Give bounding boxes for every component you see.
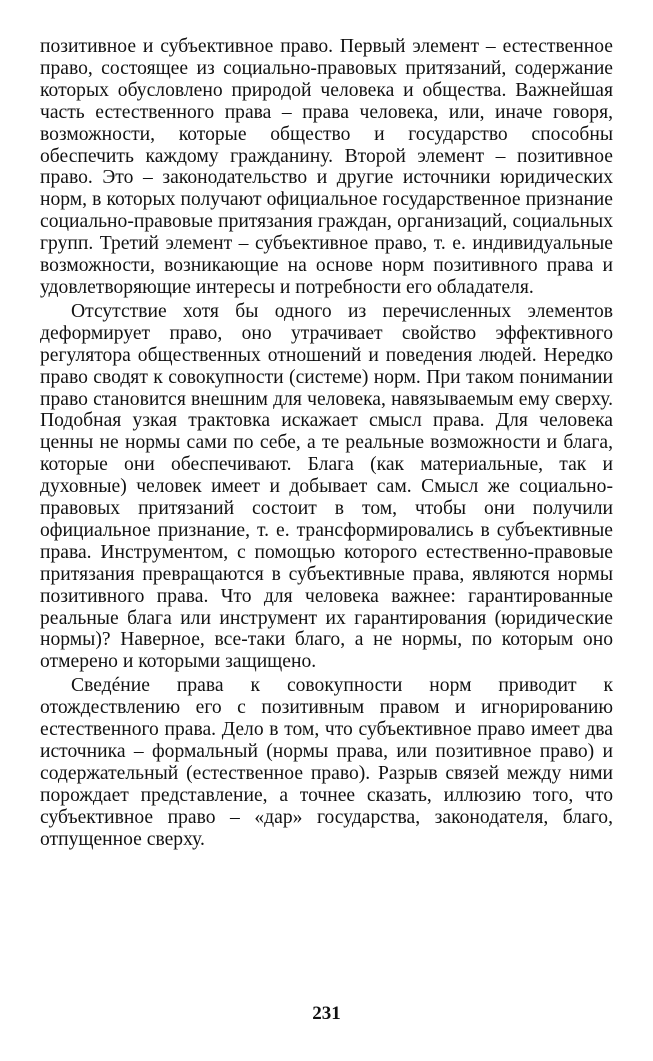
paragraph-2: Отсутствие хотя бы одного из перечисленных элементов деформирует право, оно утрачивает свойство эффективного регулятора общественных отношений и поведения людей. Нередко право сводят к совокупности (системе) норм. При таком понимании право становится внешним для человека, навязываемым ему сверху. Подобная узкая трактовка искажает смысл права. Для человека ценны не нормы сами по себе, а те реальные возможности и блага, которые они обеспечивают. Блага (как материальные, так и духовные) человек имеет и добывает сам. Смысл же социально-правовых притязаний состоит в том, чтобы они получили официальное признание, т. е. трансформировались в субъективные права. Инструментом, с помощью которого естественно-правовые притязания превращаются в субъективные права, являются нормы позитивного права. Что для человека важнее: гарантированные реальные блага или инструмент их гарантирования (юридические нормы)? Наверное, все-таки благо, а не нормы, по которым оно отмерено и которыми защищено. — [40, 300, 613, 673]
book-page-text — [40, 36, 613, 851]
paragraph-1: позитивное и субъективное право. Первый элемент – естественное право, состоящее из социально-правовых притязаний, содержание которых обусловлено природой человека и общества. Важнейшая часть естественного права – права человека, или, иначе говоря, возможности, которые общество и государство способны обеспечить каждому гражданину. Второй элемент – позитивное право. Это – законодательство и другие источники юридических норм, в которых получают официальное государственное признание социально-правовые притязания граждан, организаций, социальных групп. Третий элемент – субъективное право, т. е. индивидуальные возможности, возникающие на основе норм позитивного права и удовлетворяющие интересы и потребности его обладателя. — [40, 36, 613, 298]
page-number: 231 — [312, 1003, 341, 1024]
paragraph-3: Сведéние права к совокупности норм приводит к отождествлению его с позитивным правом и игнорированию естественного права. Дело в том, что субъективное право имеет два источника – формальный (нормы права, или позитивное право) и содержательный (естественное право). Разрыв связей между ними порождает представление, а точнее сказать, иллюзию того, что субъективное право – «дар» государства, законодателя, благо, отпущенное сверху. — [40, 675, 613, 850]
